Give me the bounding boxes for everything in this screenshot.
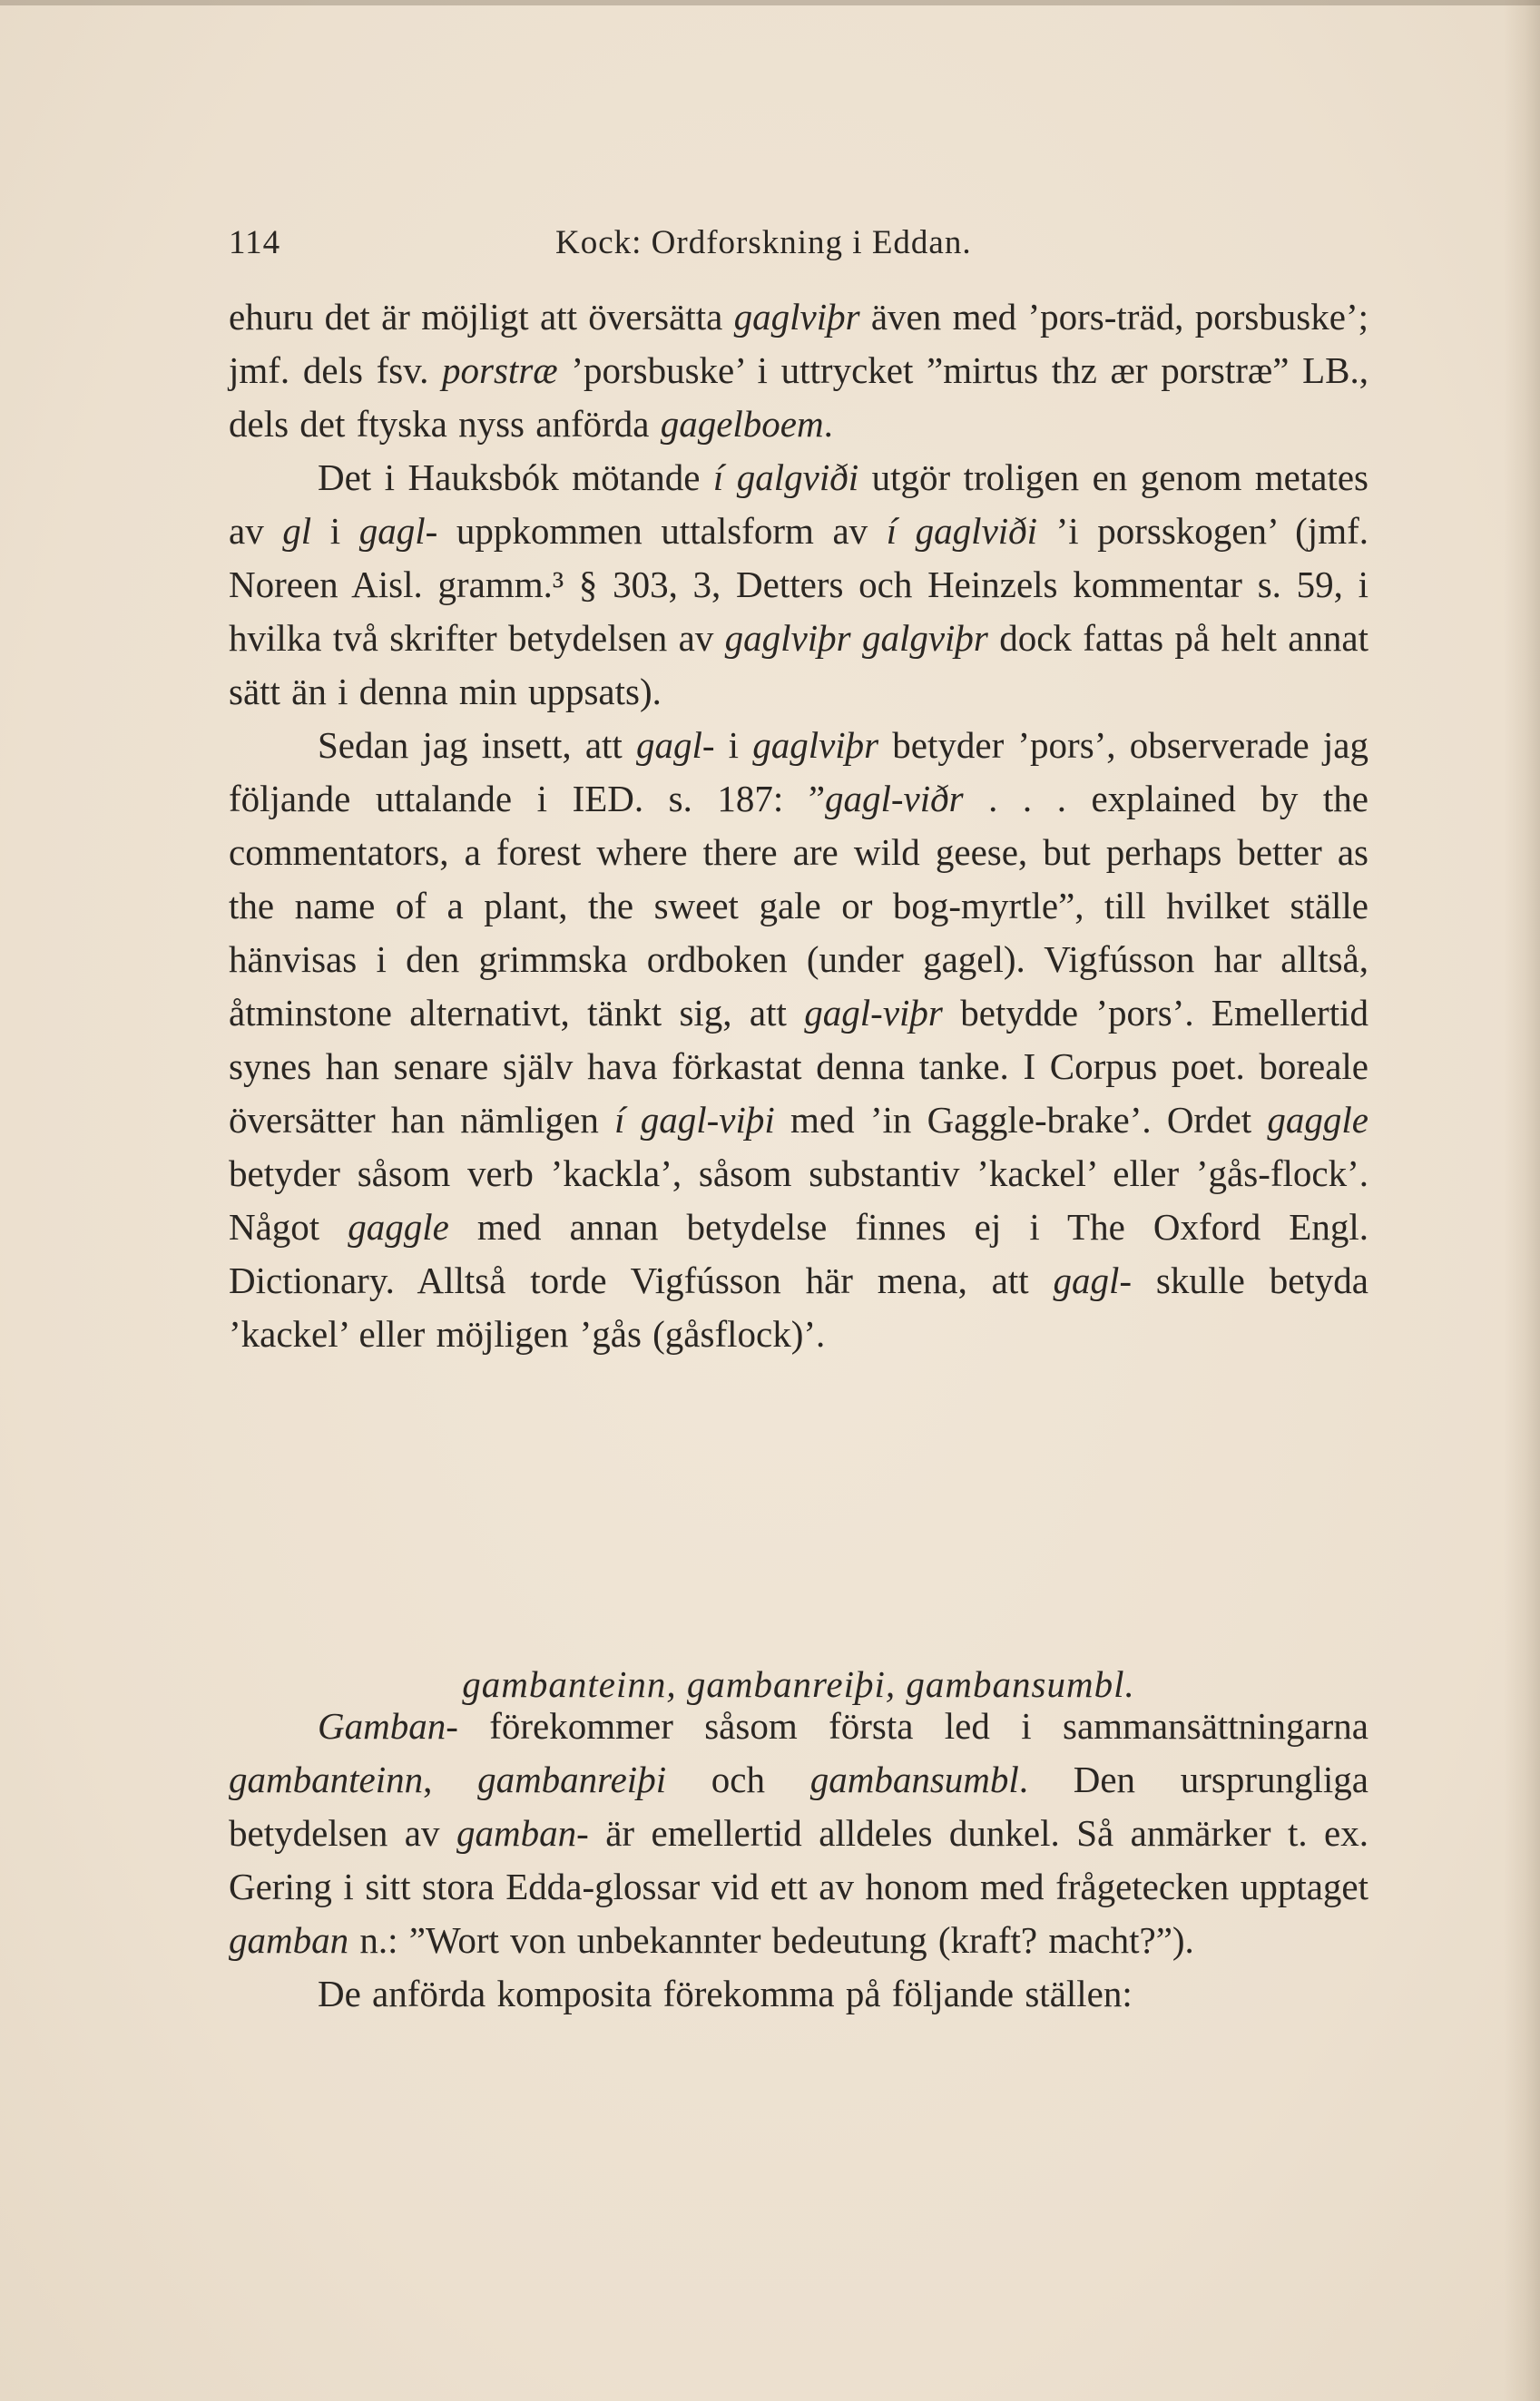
italic-term: gagl- [1053, 1259, 1133, 1301]
paragraph [229, 1967, 1368, 2021]
text-run: i [714, 724, 753, 766]
page-header [229, 223, 1363, 269]
italic-term: gambanreiþi [477, 1759, 667, 1800]
italic-term: gambansumbl [809, 1759, 1019, 1800]
italic-term: gaggle [1267, 1099, 1368, 1141]
text-run: och [666, 1759, 810, 1800]
italic-term: gagl- [358, 510, 438, 552]
text-run: n.: ”Wort von unbekannter bedeutung (kraft? macht?”). [348, 1919, 1194, 1961]
italic-term: í galgviði [712, 456, 859, 498]
text-run: är emellertid alldeles dunkel. Så anmärker t. ex. Gering i sitt stora Edda-glossar vid ett av honom med frågetecken upptaget [229, 1812, 1369, 1907]
italic-term: gagelboem [660, 403, 824, 445]
text-run: utgör troligen en genom metates av [229, 456, 1369, 552]
text-run: med ’in Gaggle-brake’. Ordet [774, 1099, 1268, 1141]
text-run: förekommer såsom första led i sammansättningarna [457, 1705, 1368, 1747]
italic-term: í gagl-viþi [614, 1099, 775, 1141]
text-run: ’i porsskogen’ (jmf. Noreen Aisl. gramm.³ § 303, 3, Detters och Heinzels kommentar s. 59, i hvilka två skrifter betydelsen av [229, 510, 1368, 659]
text-run: Det i Hauksbók mötande [318, 456, 713, 498]
text-run: De anförda komposita förekomma på följande ställen: [318, 1973, 1133, 2014]
section-text [229, 1700, 1368, 2021]
text-run: . Den ursprungliga betydelsen av [229, 1759, 1369, 1854]
italic-term: gaglviþr [733, 296, 860, 338]
text-run: skulle betyda ’kackel’ eller möjligen ’gås (gåsflock)’. [229, 1259, 1368, 1355]
paragraph [229, 290, 1368, 451]
text-run: även med ’pors-träd, porsbuske’; jmf. dels fsv. [229, 296, 1369, 391]
italic-term: gaglviþr galgviþr [724, 617, 988, 659]
italic-term: gambanteinn [229, 1759, 424, 1800]
italic-term: gaglviþr [752, 724, 879, 766]
text-run: med annan betydelse finnes ej i The Oxford Engl. Dictionary. Alltså torde Vigfússon här mena, att [229, 1206, 1368, 1301]
text-run: dock fattas på helt annat sätt än i denna min uppsats). [229, 617, 1369, 712]
paragraph [229, 719, 1368, 1361]
text-run: ’porsbuske’ i uttrycket ”mirtus thz ær porstræ” LB., dels det ftyska nyss anförda [229, 349, 1368, 445]
text-run: betyder såsom verb ’kackla’, såsom substantiv ’kackel’ eller ’gås-flock’. Något [229, 1152, 1368, 1248]
italic-term: gagl-viðr [825, 778, 964, 819]
text-run: uppkommen uttalsform av [437, 510, 887, 552]
paragraph [229, 1700, 1368, 1967]
italic-term: gagl-viþr [804, 992, 943, 1034]
section-heading: gambanteinn, gambanreiþi, gambansumbl. [462, 1663, 1135, 1705]
italic-term: Gamban- [318, 1705, 458, 1747]
text-run: , [423, 1759, 478, 1800]
page-number: 114 [229, 224, 281, 261]
page-right-edge-shadow [1504, 0, 1540, 2401]
text-run: ehuru det är möjligt att översätta [229, 296, 734, 338]
italic-term: í gaglviði [886, 510, 1038, 552]
italic-term: gagl- [635, 724, 715, 766]
page-top-edge [0, 0, 1540, 5]
text-run: . . . explained by the commentators, a forest where there are wild geese, but perhaps better as the name of a plant, the sweet gale or bog-myrtle”, till hvilket ställe hänvisas i den grimmska ordboken (under gagel). Vigfússon har alltså, åtminstone alternativt, tänkt sig, att [229, 778, 1368, 1034]
italic-term: gamban- [456, 1812, 589, 1854]
text-run: betyder ’pors’, observerade jag följande uttalande i IED. s. 187: ” [229, 724, 1368, 819]
text-run: Sedan jag insett, att [318, 724, 636, 766]
body-text [229, 290, 1368, 1361]
italic-term: gl [282, 510, 312, 552]
text-run: i [311, 510, 359, 552]
paragraph [229, 451, 1368, 719]
running-title: Kock: Ordforskning i Eddan. [555, 224, 972, 261]
italic-term: gaggle [348, 1206, 449, 1248]
italic-term: porstræ [442, 349, 558, 391]
text-run: . [823, 403, 833, 445]
italic-term: gamban [229, 1919, 349, 1961]
text-run: betydde ’pors’. Emellertid synes han senare själv hava förkastat denna tanke. I Corpus poet. boreale översätter han nämligen [229, 992, 1368, 1141]
